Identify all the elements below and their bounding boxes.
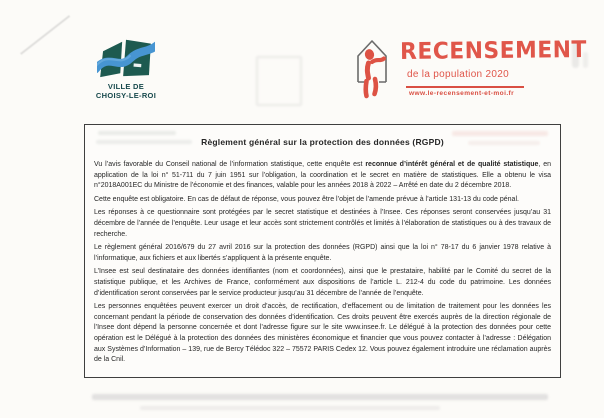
- city-logo-line2: CHOISY-LE-ROI: [95, 91, 157, 100]
- choisy-le-roi-logo-icon: [97, 35, 155, 79]
- paragraph-secret-statistique: Les réponses à ce questionnaire sont protégées par le secret statistique et destinées à l’Insee. Ces réponses seront conservées jusqu’au 31 décembre de l’année de l’enquête. Leur usage et leur accès sont strictement contrôlés et limités à l’élaboration de statistiques ou à des travaux de recherche.: [94, 209, 551, 238]
- document-body: [94, 160, 551, 366]
- recensement-subtitle: de la population 2020: [407, 69, 509, 80]
- red-divider: [406, 86, 524, 88]
- fold-line-artifact: [20, 15, 70, 54]
- bleedthrough-artifact: [92, 394, 548, 400]
- paragraph-obligatoire: Cette enquête est obligatoire. En cas de défaut de réponse, vous pouvez être l’objet de l’amende prévue à l’article 131-13 du code pénal.: [94, 195, 519, 203]
- paragraph-rgpd-loi: Le règlement général 2016/679 du 27 avril 2016 sur la protection des données (RGPD) ainsi que la loi n° 78-17 du 6 janvier 1978 relative à l’informatique, aux fichiers et aux libertés s’appliquent à la présente enquête.: [94, 244, 551, 262]
- document-title: Règlement général sur la protection des données (RGPD): [201, 137, 444, 147]
- recensement-url: www.le-recensement-et-moi.fr: [409, 89, 515, 97]
- paragraph-droits: Les personnes enquêtées peuvent exercer un droit d’accès, de rectification, d’effacement ou de limitation de traitement pour les données les concernant pendant la période de conservation des données d’identification. Ces droits peuvent être exercés auprès de la direction régionale de l’Insee dont dépend la personne concernée et dont l’adresse figure sur le site www.insee.fr. Le délégué à la protection des données pour cette opération est le Délégué à la protection des données des ministères économique et financier que vous pouvez contacter à l’adresse : Délégation aux Systèmes d’Information – 139, rue de Bercy Télédoc 322 – 75572 PARIS Cedex 12. Vous pouvez également introduire une réclamation auprès de la Cnil.: [94, 303, 551, 364]
- choisy-le-roi-logo: [86, 35, 166, 100]
- rgpd-notice-box: [84, 124, 561, 378]
- recensement-logo: [348, 33, 587, 103]
- bleedthrough-artifact: [140, 406, 440, 410]
- paragraph-visa: Vu l’avis favorable du Conseil national de l’information statistique, cette enquête est reconnue d’intérêt général et de qualité statistique, en application de la loi n° 51-711 du 7 juin 1951 sur l’obligation, la coordination et le secret en matière de statistiques. Elle a obtenu le visa n°2018A001EC du Ministre de l’économie et des finances, valable pour les années 2018 à 2022 – Arrêté en date du 2 décembre 2018.: [94, 161, 552, 190]
- paragraph-destinataire: L’Insee est seul destinataire des données identifiantes (nom et coordonnées), ainsi que le prestataire, habilité par le Comité du secret de la statistique publique, et les Archives de France, conformément aux dispositions de l’article L. 212-4 du code du patrimoine. Les données d’identification seront conservées par le service producteur jusqu’au 31 décembre de l’année de l’enquête.: [94, 268, 551, 297]
- bleedthrough-artifact: [256, 56, 302, 106]
- recensement-wordmark: RECENSEMENT: [399, 36, 587, 65]
- house-person-icon: [348, 35, 396, 101]
- city-logo-line1: VILLE DE: [107, 82, 145, 91]
